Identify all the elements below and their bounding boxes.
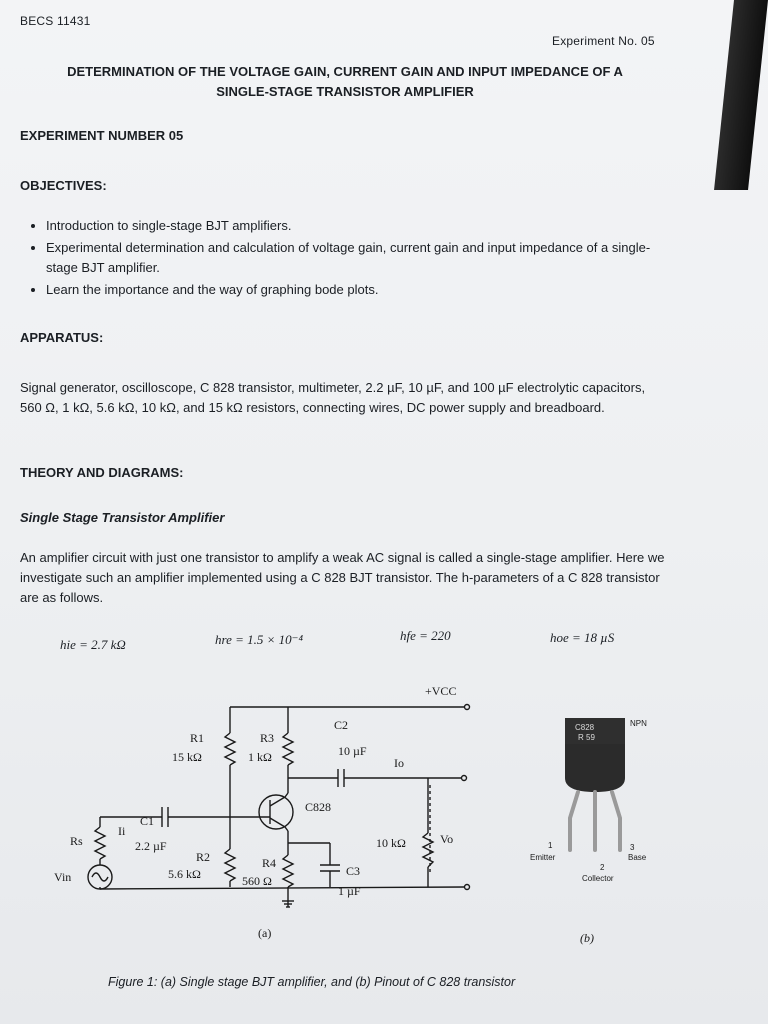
pin1-name: Emitter [530,853,556,862]
r2-value: 5.6 kΩ [168,867,201,881]
title-line-2: SINGLE-STAGE TRANSISTOR AMPLIFIER [216,84,474,99]
pin3-name: Base [628,853,647,862]
c2-label: C2 [334,718,349,732]
title-line-1: DETERMINATION OF THE VOLTAGE GAIN, CURRENT GAIN AND INPUT IMPEDANCE OF A [67,64,623,79]
r4-label: R4 [262,856,277,870]
c2-value: 10 µF [338,744,367,758]
experiment-number: EXPERIMENT NUMBER 05 [20,128,184,143]
apparatus-heading: APPARATUS: [20,330,104,345]
experiment-no: Experiment No. 05 [552,34,655,48]
objectives-heading: OBJECTIVES: [20,178,107,193]
r2-label: R2 [196,850,211,864]
c1-label: C1 [140,814,155,828]
r4-value: 560 Ω [242,874,272,888]
apparatus-text: Signal generator, oscilloscope, C 828 transistor, multimeter, 2.2 µF, 10 µF, and 100 µF electrolytic capacitors, 560 Ω, 1 kΩ, 5.6 kΩ, 10 kΩ, and 15 kΩ resistors, connecting wires, DC power supply and breadboard. [20,380,646,415]
objectives-list [18,216,668,302]
theory-subheading: Single Stage Transistor Amplifier [20,510,225,525]
pin2-name: Collector [582,874,614,883]
vo-label: Vo [440,832,454,846]
h-param-hoe: hoe = 18 µS [550,630,615,645]
npn-label: NPN [630,719,647,728]
theory-heading: THEORY AND DIAGRAMS: [20,465,184,480]
h-param-hie: hie = 2.7 kΩ [60,637,126,652]
subfigure-b-label: (b) [580,931,594,945]
h-param-hfe: hfe = 220 [400,628,451,643]
objective-item: • Learn the importance and the way of graphing bode plots. [46,280,668,300]
r1-label: R1 [190,731,205,745]
c3-label: C3 [346,864,361,878]
course-code: BECS 11431 [20,14,91,28]
r3-label: R3 [260,731,275,745]
marking-line-1: C828 [575,723,595,732]
marking-line-2: R 59 [578,733,595,742]
transistor-label: C828 [305,800,332,814]
objective-item: • Experimental determination and calculation of voltage gain, current gain and input impedance of a single-stage BJT amplifier. [46,238,668,278]
io-label: Io [394,756,404,770]
transistor-pinout-diagram [520,700,670,960]
pin2-number: 2 [600,863,605,872]
theory-paragraph: An amplifier circuit with just one transistor to amplify a weak AC signal is called a single-stage amplifier. Here we investigate such an amplifier implemented using a C 828 BJT transistor. The h-parameters of a C 828 transistor are as follows. [20,550,665,605]
c3-value: 1 µF [338,884,361,898]
r1-value: 15 kΩ [172,750,202,764]
pin3-number: 3 [630,843,635,852]
subfigure-a-label: (a) [258,926,272,940]
vcc-label: +VCC [425,684,457,698]
rs-label: Rs [70,834,83,848]
r3-value: 1 kΩ [248,750,272,764]
rl-value: 10 kΩ [376,836,406,850]
c1-value: 2.2 µF [135,839,167,853]
objective-item: • Introduction to single-stage BJT amplifiers. [46,216,668,236]
ii-label: Ii [118,824,126,838]
amplifier-circuit-diagram [20,675,490,945]
figure-caption: Figure 1: (a) Single stage BJT amplifier, and (b) Pinout of C 828 transistor [108,975,516,989]
vin-label: Vin [54,870,72,884]
photo-edge-strip [714,0,768,190]
h-param-hre: hre = 1.5 × 10⁻⁴ [215,632,304,647]
pin1-number: 1 [548,841,553,850]
